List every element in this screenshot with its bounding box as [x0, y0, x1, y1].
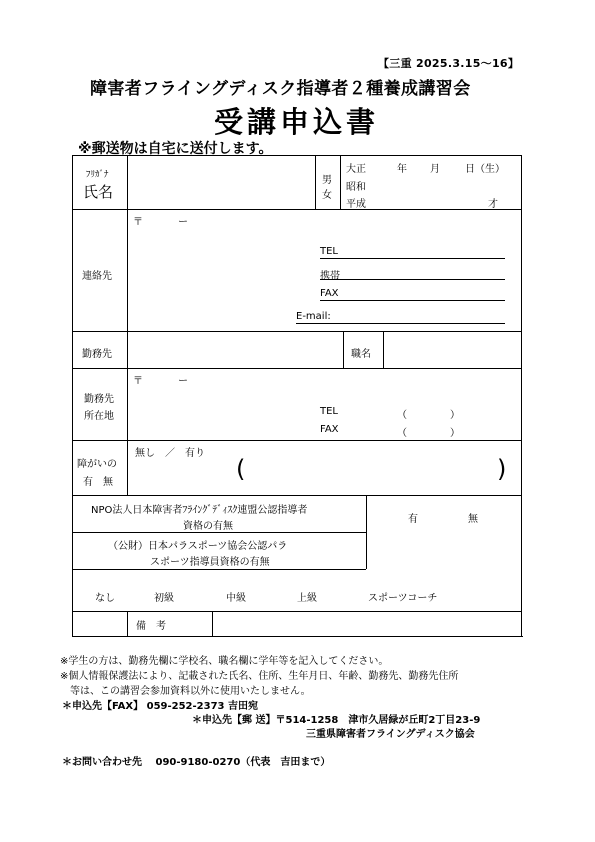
note-privacy-1: ※個人情報保護法により、記載された氏名、住所、生年月日、年齢、勤務先、勤務先住所: [60, 671, 459, 682]
work-fax-paren-open: （: [397, 428, 407, 439]
disability-paren-close: ): [497, 455, 507, 483]
disability-label-1: 障がいの: [77, 459, 117, 470]
fax-destination: ＊申込先【FAX】 059-252-2373 吉田宛: [62, 701, 258, 712]
work-fax-paren-close: ）: [450, 428, 460, 439]
sex-female-option[interactable]: 女: [322, 190, 332, 201]
birth-month-label: 月: [430, 164, 440, 175]
level-coach-option[interactable]: スポーツコーチ: [368, 593, 438, 604]
disability-options[interactable]: 無し ／ 有り: [135, 448, 205, 459]
disability-label-2: 有 無: [83, 477, 113, 488]
postal-mark-icon: 〒: [133, 217, 143, 228]
workplace-label: 勤務先: [82, 349, 112, 360]
era-showa[interactable]: 昭和: [346, 182, 366, 193]
work-fax-label: FAX: [320, 424, 339, 435]
level-advanced-option[interactable]: 上級: [297, 593, 317, 604]
npo-qualification-line2: 資格の有無: [183, 521, 233, 532]
name-field[interactable]: [129, 157, 313, 207]
para-qualification-line1: （公財）日本パラスポーツ協会公認パラ: [108, 541, 288, 552]
contact-label: 連絡先: [82, 271, 112, 282]
mobile-field[interactable]: [320, 279, 505, 280]
tel-field[interactable]: [320, 258, 505, 259]
furigana-label: ﾌﾘｶﾞﾅ: [86, 170, 109, 180]
name-label: 氏名: [83, 183, 114, 201]
mobile-label: 携帯: [320, 271, 340, 282]
event-tag: 【三重 2025.3.15～16】: [378, 57, 520, 70]
birth-day-label: 日（生）: [465, 164, 505, 175]
inquiry-contact: ＊お問い合わせ先 090-9180-0270（代表 吉田まで）: [62, 757, 331, 768]
npo-qualification-line1: NPO法人日本障害者ﾌﾗｲﾝｸﾞﾃﾞｨｽｸ連盟公認指導者: [91, 505, 308, 516]
npo-qualification-no[interactable]: 無: [468, 514, 478, 525]
tel-label: TEL: [320, 246, 338, 257]
email-label: E-mail:: [296, 311, 331, 322]
postal-dash: ー: [178, 217, 188, 228]
work-tel-label: TEL: [320, 406, 338, 417]
work-address-label-1: 勤務先: [84, 394, 114, 405]
work-tel-paren-close: ）: [450, 410, 460, 421]
work-postal-mark-icon: 〒: [133, 376, 143, 387]
level-intermediate-option[interactable]: 中級: [226, 593, 246, 604]
era-heisei[interactable]: 平成: [346, 199, 366, 210]
level-beginner-option[interactable]: 初級: [154, 593, 174, 604]
post-destination: ＊申込先【郵 送】〒514-1258 津市久居緑が丘町2丁目23-9: [192, 715, 481, 726]
disability-paren-open: (: [236, 455, 246, 483]
note-privacy-2: 等は、この講習会参加資料以外に使用いたしません。: [60, 686, 311, 697]
work-address-field[interactable]: [129, 370, 519, 400]
workplace-field[interactable]: [129, 333, 341, 366]
position-field[interactable]: [385, 333, 519, 366]
position-label: 職名: [351, 349, 371, 360]
birth-year-label: 年: [397, 164, 407, 175]
para-qualification-line2: スポーツ指導員資格の有無: [150, 557, 270, 568]
organization-name: 三重県障害者フライングディスク協会: [306, 729, 475, 740]
fax-field[interactable]: [320, 300, 505, 301]
fax-label: FAX: [320, 288, 339, 299]
work-tel-paren-open: （: [397, 410, 407, 421]
level-none-option[interactable]: なし: [95, 593, 115, 604]
event-title: 障害者フライングディスク指導者２種養成講習会: [90, 79, 471, 99]
sex-male-option[interactable]: 男: [322, 175, 332, 186]
mail-notice: ※郵送物は自宅に送付します。: [78, 141, 273, 157]
note-student: ※学生の方は、勤務先欄に学校名、職名欄に学年等を記入してください。: [60, 656, 389, 667]
remarks-label: 備 考: [136, 621, 166, 632]
home-address-field[interactable]: [129, 211, 519, 241]
npo-qualification-yes[interactable]: 有: [408, 514, 418, 525]
email-field[interactable]: [296, 323, 505, 324]
era-taisho[interactable]: 大正: [346, 164, 366, 175]
work-postal-dash: ー: [178, 376, 188, 387]
work-address-label-2: 所在地: [84, 411, 114, 422]
remarks-field[interactable]: [214, 613, 520, 635]
page-title: 受講申込書: [214, 105, 380, 139]
age-label: 才: [488, 199, 498, 210]
disability-detail-field[interactable]: [250, 460, 490, 486]
